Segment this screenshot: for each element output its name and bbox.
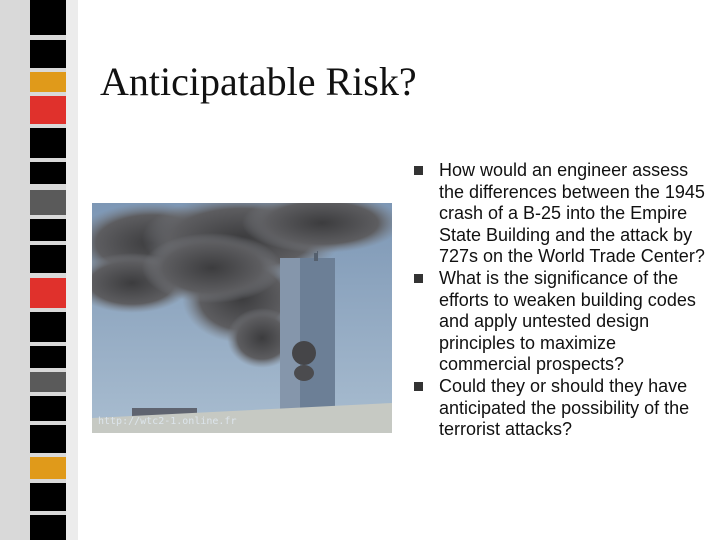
photo-watermark: http://wtc2-1.online.fr xyxy=(98,416,237,427)
stripe-block xyxy=(30,128,66,158)
stripe-block xyxy=(30,515,66,540)
stripe-block xyxy=(30,278,66,308)
stripe-block xyxy=(30,457,66,479)
stripe-block xyxy=(30,219,66,241)
bullet-text: Could they or should they have anticipated the possibility of the terrorist attacks? xyxy=(439,375,690,440)
bullet-text: How would an engineer assess the differences between the 1945 crash of a B-25 into the Empire State Building and the attack by 727s on the World Trade Center? xyxy=(439,160,705,267)
stripe-block xyxy=(30,162,66,184)
square-bullet-icon xyxy=(414,274,423,283)
stripe-block xyxy=(30,96,66,124)
stripe-block xyxy=(30,372,66,392)
stripe-block xyxy=(30,425,66,453)
wtc-photo-image xyxy=(92,203,392,433)
bullet-list xyxy=(412,160,712,441)
bullet-item xyxy=(412,376,712,441)
bullet-item xyxy=(412,160,712,268)
stripe-block xyxy=(30,72,66,92)
square-bullet-icon xyxy=(414,166,423,175)
stripe-block xyxy=(30,346,66,368)
wtc-photo xyxy=(92,203,392,433)
slide-title: Anticipatable Risk? xyxy=(100,59,417,104)
stripe-block xyxy=(30,190,66,215)
square-bullet-icon xyxy=(414,382,423,391)
stripe-block xyxy=(30,483,66,511)
stripe-band-light xyxy=(66,0,78,540)
stripe-block xyxy=(30,312,66,342)
decorative-stripe xyxy=(0,0,78,540)
bullet-text: What is the significance of the efforts to weaken building codes and apply untested design principles to maximize commercial prospects? xyxy=(439,267,696,375)
bullet-item xyxy=(412,268,712,376)
stripe-block xyxy=(30,40,66,68)
stripe-block xyxy=(30,245,66,273)
stripe-block xyxy=(30,396,66,421)
stripe-block xyxy=(30,0,66,35)
